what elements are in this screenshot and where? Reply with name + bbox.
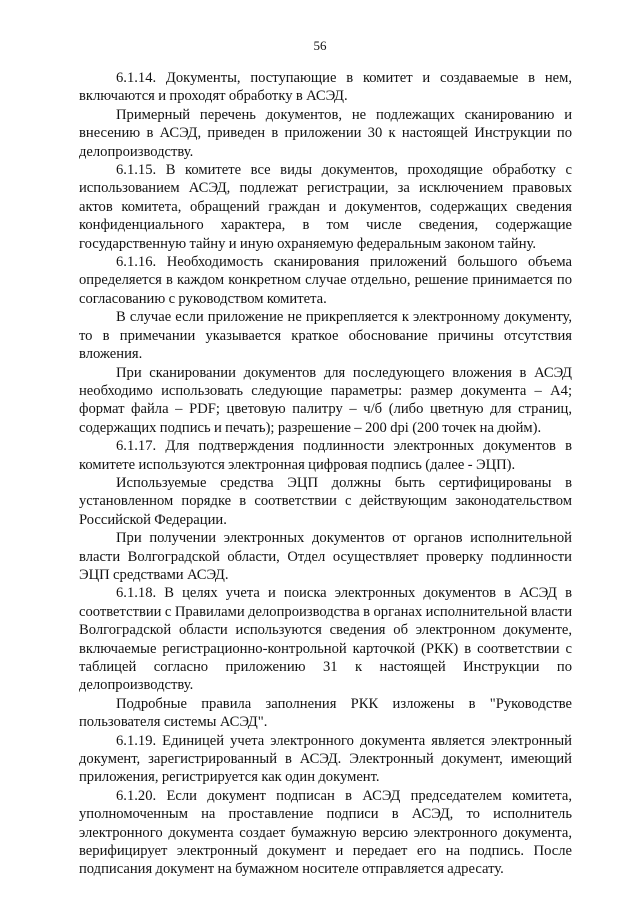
paragraph-scan-exclusion-list: Примерный перечень документов, не подлежащих сканированию и внесению в АСЭД, приведен в приложении 30 к настоящей Инструкции по делопроизводству. [79, 106, 572, 160]
paragraph-scan-parameters: При сканировании документов для последующего вложения в АСЭД необходимо использовать следующие параметры: размер документа – А4; формат файла – PDF; цветовую палитру – ч/б (либо цветную для страниц, содержащих подпись и печать); разрешение – 200 dpi (200 точек на дюйм). [79, 364, 572, 436]
paragraph-6-1-14: 6.1.14. Документы, поступающие в комитет и создаваемые в нем, включаются и проходят обработку в АСЭД. [79, 70, 572, 105]
paragraph-ecp-verification: При получении электронных документов от органов исполнительной власти Волгоградской области, Отдел осуществляет проверку подлинности ЭЦП средствами АСЭД. [79, 530, 572, 583]
paragraph-attachment-note: В случае если приложение не прикрепляется к электронному документу, то в примечании указывается краткое обоснование причины отсутствия вложения. [79, 309, 572, 363]
paragraph-6-1-16: 6.1.16. Необходимость сканирования приложений большого объема определяется в каждом конкретном случае отдельно, решение принимается по согласованию с руководством комитета. [79, 254, 572, 307]
page-number: 56 [313, 38, 327, 53]
paragraph-6-1-20: 6.1.20. Если документ подписан в АСЭД председателем комитета, уполномоченным на проставление подписи в АСЭД, то исполнитель электронного документа создает бумажную версию электронного документа, верифицирует электронный документ и передает его на подпись. После подписания документ на бумажном носителе отправляется адресату. [79, 787, 572, 878]
document-body [79, 69, 572, 879]
paragraph-6-1-19: 6.1.19. Единицей учета электронного документа является электронный документ, зарегистрированный в АСЭД. Электронный документ, имеющий приложения, регистрируется как один документ. [79, 732, 572, 786]
paragraph-6-1-18: 6.1.18. В целях учета и поиска электронных документов в АСЭД в соответствии с Правилами делопроизводства в органах исполнительной власти Волгоградской области используются сведения об электронном документе, включаемые регистрационно-контрольной карточкой (РКК) в соответствии с таблицей согласно приложению 31 к настоящей Инструкции по делопроизводству. [79, 585, 572, 694]
paragraph-6-1-17: 6.1.17. Для подтверждения подлинности электронных документов в комитете используются электронная цифровая подпись (далее - ЭЦП). [79, 438, 572, 473]
paragraph-rkk-rules: Подробные правила заполнения РКК изложены в "Руководстве пользователя системы АСЭД". [79, 695, 572, 731]
paragraph-ecp-certification: Используемые средства ЭЦП должны быть сертифицированы в установленном порядке в соответствии с действующим законодательством Российской Федерации. [79, 474, 572, 528]
paragraph-6-1-15: 6.1.15. В комитете все виды документов, проходящие обработку с использованием АСЭД, подлежат регистрации, за исключением правовых актов комитета, обращений граждан и документов, содержащих сведения конфиденциального характера, в том числе сведения, содержащие государственную тайну и иную охраняемую федеральным законом тайну. [79, 162, 572, 252]
